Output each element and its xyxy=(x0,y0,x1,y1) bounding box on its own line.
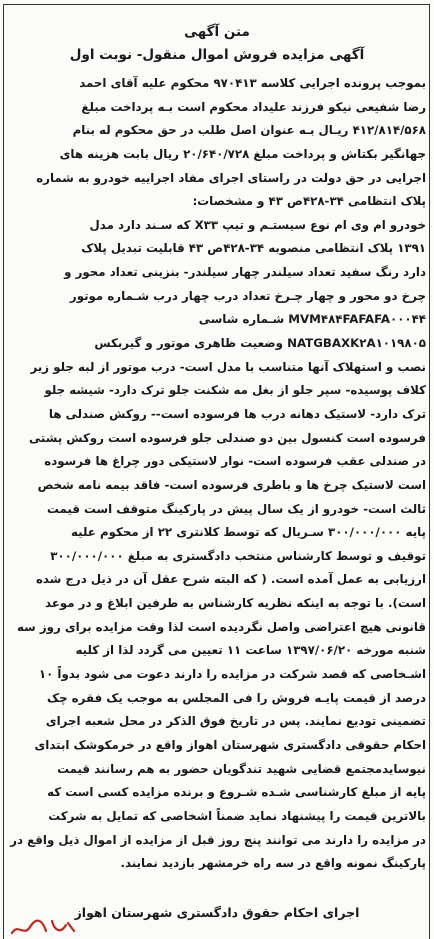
notice-line: کلاف پوسیده- سپر جلو از بغل مه شکنت جلو ترک دارد- شیشه جلو xyxy=(44,383,426,398)
notice-line: است لاستیک چرخ ها و باطری فرسوده است- فاقد بیمه نامه شخص xyxy=(37,477,426,492)
notice-line: پارکینگ نمونه واقع در سه راه خرمشهر بازدید نمایند. xyxy=(120,856,426,871)
notice-line: اجرایی در حق دولت در راستای اجرای مفاد اجراییه خودرو به شماره xyxy=(36,170,426,185)
notice-body xyxy=(6,72,426,876)
notice-line: پایه از مبلغ کارشناسی شـده شـروع و برنده مزایده کسی است که xyxy=(47,785,426,800)
notice-line: دارد رنگ سفید تعداد سیلندر چهار سیلندر- بنزینی تعداد محور و xyxy=(64,265,426,280)
notice-line: پلاک انتظامی ۳۴-۴۲۸ص ۴۳ و مشخصات: xyxy=(192,194,426,209)
notice-line: تضمینی تودیع نمایند. پس در تاریخ فوق الذکر در محل شعبه اجرای xyxy=(45,714,426,729)
notice-line: شنبه مورخه ۱۳۹۷/۰۶/۲۰ ساعت ۱۱ تعیین می گردد لذا از کلیه xyxy=(75,643,426,658)
handwritten-signature-icon xyxy=(8,913,78,939)
notice-line: درصد از قیمت پایـه فروش را فی المجلس به موجب یک فقره چک xyxy=(46,690,426,705)
notice-line: خودرو ام وی ام نوع سیستـم و تیپ X۳۳ که سـند دارد مدل xyxy=(89,217,426,232)
notice-footer: اجرای احکام حقوق دادگستری شهرستان اهواز xyxy=(74,905,360,920)
notice-line: پایه ۳۰۰/۰۰۰/۰۰۰ سـریال که توسط کلانتری ۲۲ از محکوم علیه xyxy=(71,525,426,540)
notice-line: جهانگیر بکتاش و پرداخت مبلغ ۲۰/۶۴۰/۷۲۸ ریال بابت هزینه های xyxy=(59,146,426,161)
notice-line: بالاترین قیمت را پیشنهاد نماید ضمناً اشخاصی که تمایل به شرکت xyxy=(48,808,426,823)
notice-line: چرخ دو محور و چهار چـرخ تعداد درب چهار درب شـماره موتور xyxy=(69,288,426,303)
notice-line: نیوسایدمجتمع قضایی شهید تندگویان حضور به هم رسانند قیمت xyxy=(57,761,426,776)
notice-line: فرسوده است کنسول بین دو صندلی جلو فرسوده است روکش پشتی xyxy=(28,430,426,445)
notice-line: رضا شفیعی نیکو فرزند علیداد محکوم است بـه پرداخت مبلغ xyxy=(81,99,426,114)
notice-subtitle: آگهی مزایده فروش اموال منقول- نوبت اول xyxy=(69,47,365,63)
notice-line: است). با توجه به اینکه نظریه کارشناس به طرفین ابلاغ و در موعد xyxy=(45,596,426,611)
notice-line: ترک دارد- لاستیک دهانه درب ها فرسوده است-- روکش صندلی ها xyxy=(48,406,426,421)
notice-line: ارزیابی به عمل آمده است. ( که البته شرح عقل آن در ذیل درج شده xyxy=(35,572,426,587)
notice-line: در مزایده را دارند می توانند پنج روز قبل از مزایده از اموال ذیل واقع در xyxy=(10,832,426,847)
notice-line: ثالث است- خودرو از یک سال پیش در پارکینگ متوقف است قیمت xyxy=(46,501,426,516)
notice-line: MVM۴۸۴FAFAFA۰۰۰۴۴ شـماره شاسی xyxy=(198,312,426,327)
notice-line: اشـخاصی که قصد شرکت در مزایده را دارند دعوت می شود بدواً ۱۰ xyxy=(38,667,426,682)
notice-line: توقیف و توسط کارشناس منتخب دادگستری به مبلغ ۳۰۰/۰۰۰/۰۰۰ xyxy=(50,548,426,563)
notice-line: ۱۳۹۱ پلاک انتظامی منصوبه ۳۴-۴۲۸ص ۴۳ قابلیت تبدیل پلاک xyxy=(81,241,426,256)
notice-line: احکام حقوقی دادگستری شهرستان اهواز واقع در خرمکوشک ابتدای xyxy=(34,737,426,752)
notice-line: NATGBAXK۲A۱۰۱۹۸۰۵ وضعیت ظاهری موتور و گیربکس xyxy=(94,336,426,351)
notice-line: نصب و استهلاک آنها متناسب با مدل است- درب موتور از لبه جلو زیر xyxy=(30,359,426,374)
notice-line: ۴۱۲/۸۱۴/۵۶۸ ریـال بـه عنوان اصل طلب در حق محکوم له بنام xyxy=(72,123,426,138)
notice-line: در صندلی عقب فرسوده است- نوار لاستیکی دور چراغ ها فرسوده xyxy=(44,454,426,469)
notice-line: بموجب پرونده اجرایی کلاسه ۹۷۰۴۱۳ محکوم علیه آقای احمد xyxy=(79,76,426,90)
notice-line: قانونی هیچ اعتراضی واصل نگردیده است لذا وقت مزایده برای روز سه xyxy=(16,619,426,634)
notice-title: متن آگهی xyxy=(184,24,250,40)
